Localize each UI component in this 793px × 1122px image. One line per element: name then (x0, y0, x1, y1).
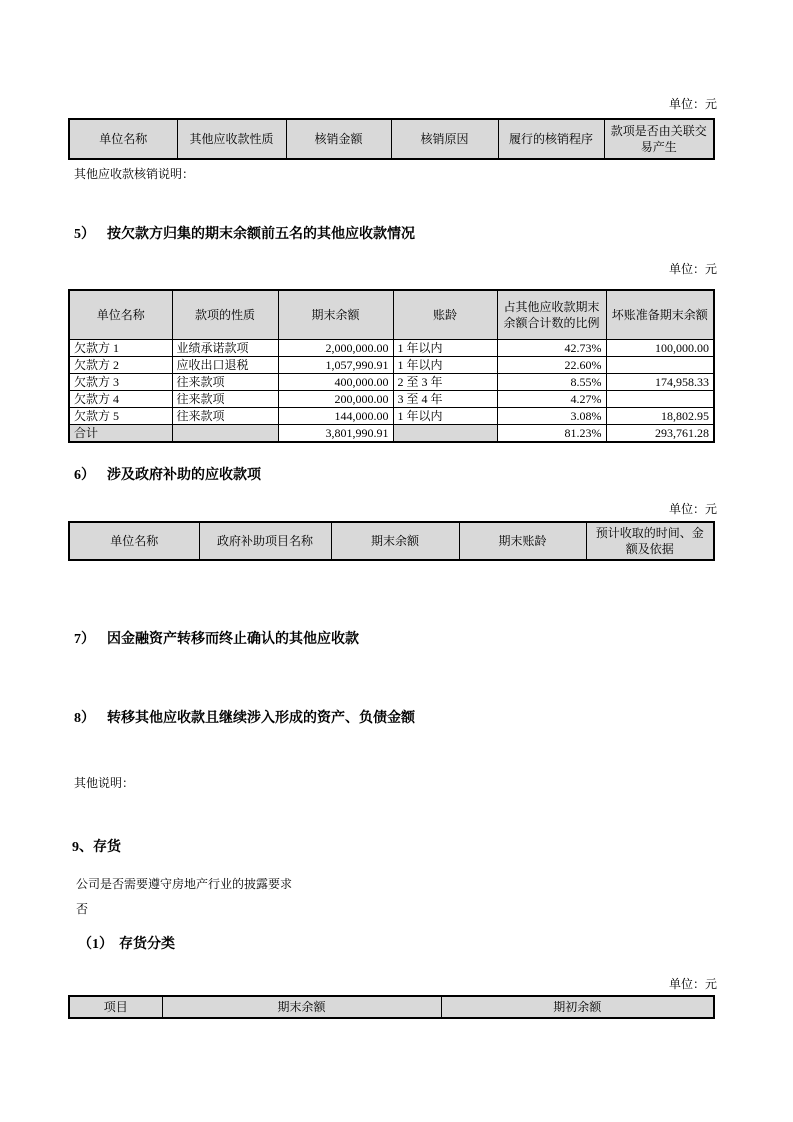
debtor-name: 欠款方 1 (69, 340, 172, 357)
column-header: 占其他应收款期末余额合计数的比例 (497, 290, 606, 340)
aging: 1 年以内 (393, 357, 497, 374)
section-number: 7） (74, 632, 95, 647)
subsection-title: 存货分类 (119, 937, 175, 952)
section-number: 6） (74, 468, 95, 483)
subsection-1-heading (78, 936, 175, 953)
top5-debtors-table (68, 289, 715, 443)
table-total-row (69, 425, 714, 443)
subsection-number: （1） (78, 937, 113, 952)
column-header: 期末余额 (162, 996, 441, 1018)
writeoff-table (68, 118, 715, 160)
aging: 1 年以内 (393, 408, 497, 425)
section-9-heading (72, 839, 121, 856)
column-header: 单位名称 (69, 119, 177, 159)
bad-debt-provision (606, 391, 714, 408)
column-header: 预计收取的时间、金额及依据 (586, 522, 714, 560)
column-header: 期末账龄 (459, 522, 586, 560)
column-header: 期末余额 (278, 290, 393, 340)
column-header: 款项是否由关联交易产生 (604, 119, 714, 159)
section-5-heading (74, 226, 415, 243)
column-header: 账龄 (393, 290, 497, 340)
bad-debt-provision: 100,000.00 (606, 340, 714, 357)
section-6-heading (74, 467, 261, 484)
unit-label-3: 单位：元 (668, 502, 717, 516)
table-row (69, 340, 714, 357)
inventory-table (68, 995, 715, 1019)
column-header: 期初余额 (441, 996, 714, 1018)
nature: 业绩承诺款项 (172, 340, 278, 357)
table-row (69, 391, 714, 408)
disclosure-answer: 否 (76, 902, 89, 916)
debtor-name: 欠款方 2 (69, 357, 172, 374)
unit-label-4: 单位：元 (668, 977, 717, 991)
ratio: 22.60% (497, 357, 606, 374)
closing-balance: 144,000.00 (278, 408, 393, 425)
nature: 往来款项 (172, 391, 278, 408)
unit-label-1: 单位：元 (668, 97, 717, 111)
section-number: 8） (74, 711, 95, 726)
column-header: 坏账准备期末余额 (606, 290, 714, 340)
ratio: 3.08% (497, 408, 606, 425)
table-row (69, 408, 714, 425)
section-7-heading (74, 631, 359, 648)
total-bad-debt-provision: 293,761.28 (606, 425, 714, 443)
column-header: 款项的性质 (172, 290, 278, 340)
section-title: 9、存货 (72, 840, 121, 855)
empty-cell (393, 425, 497, 443)
nature: 往来款项 (172, 408, 278, 425)
aging: 1 年以内 (393, 340, 497, 357)
total-ratio: 81.23% (497, 425, 606, 443)
column-header: 政府补助项目名称 (199, 522, 331, 560)
column-header: 项目 (69, 996, 162, 1018)
section-title: 按欠款方归集的期末余额前五名的其他应收款情况 (107, 227, 415, 242)
other-note: 其他说明： (74, 776, 135, 790)
column-header: 期末余额 (331, 522, 459, 560)
table-row (69, 374, 714, 391)
table-header-row (69, 119, 714, 159)
column-header: 单位名称 (69, 522, 199, 560)
closing-balance: 2,000,000.00 (278, 340, 393, 357)
aging: 3 至 4 年 (393, 391, 497, 408)
section-8-heading (74, 710, 415, 727)
section-number: 5） (74, 227, 95, 242)
nature: 往来款项 (172, 374, 278, 391)
debtor-name: 欠款方 4 (69, 391, 172, 408)
total-label: 合计 (69, 425, 172, 443)
column-header: 单位名称 (69, 290, 172, 340)
closing-balance: 400,000.00 (278, 374, 393, 391)
section-title: 转移其他应收款且继续涉入形成的资产、负债金额 (107, 711, 415, 726)
ratio: 4.27% (497, 391, 606, 408)
bad-debt-provision (606, 357, 714, 374)
ratio: 8.55% (497, 374, 606, 391)
table-row (69, 357, 714, 374)
writeoff-note: 其他应收款核销说明： (74, 167, 195, 181)
gov-subsidy-table (68, 521, 715, 561)
ratio: 42.73% (497, 340, 606, 357)
aging: 2 至 3 年 (393, 374, 497, 391)
debtor-name: 欠款方 5 (69, 408, 172, 425)
column-header: 其他应收款性质 (177, 119, 286, 159)
column-header: 核销原因 (391, 119, 498, 159)
section-title: 因金融资产转移而终止确认的其他应收款 (107, 632, 359, 647)
table-header-row (69, 522, 714, 560)
debtor-name: 欠款方 3 (69, 374, 172, 391)
empty-cell (172, 425, 278, 443)
bad-debt-provision: 174,958.33 (606, 374, 714, 391)
closing-balance: 200,000.00 (278, 391, 393, 408)
table-header-row (69, 996, 714, 1018)
bad-debt-provision: 18,802.95 (606, 408, 714, 425)
total-closing-balance: 3,801,990.91 (278, 425, 393, 443)
section-title: 涉及政府补助的应收款项 (107, 468, 261, 483)
unit-label-2: 单位：元 (668, 262, 717, 276)
column-header: 履行的核销程序 (498, 119, 604, 159)
closing-balance: 1,057,990.91 (278, 357, 393, 374)
column-header: 核销金额 (286, 119, 391, 159)
disclosure-question: 公司是否需要遵守房地产行业的披露要求 (76, 877, 293, 891)
nature: 应收出口退税 (172, 357, 278, 374)
table-header-row (69, 290, 714, 340)
